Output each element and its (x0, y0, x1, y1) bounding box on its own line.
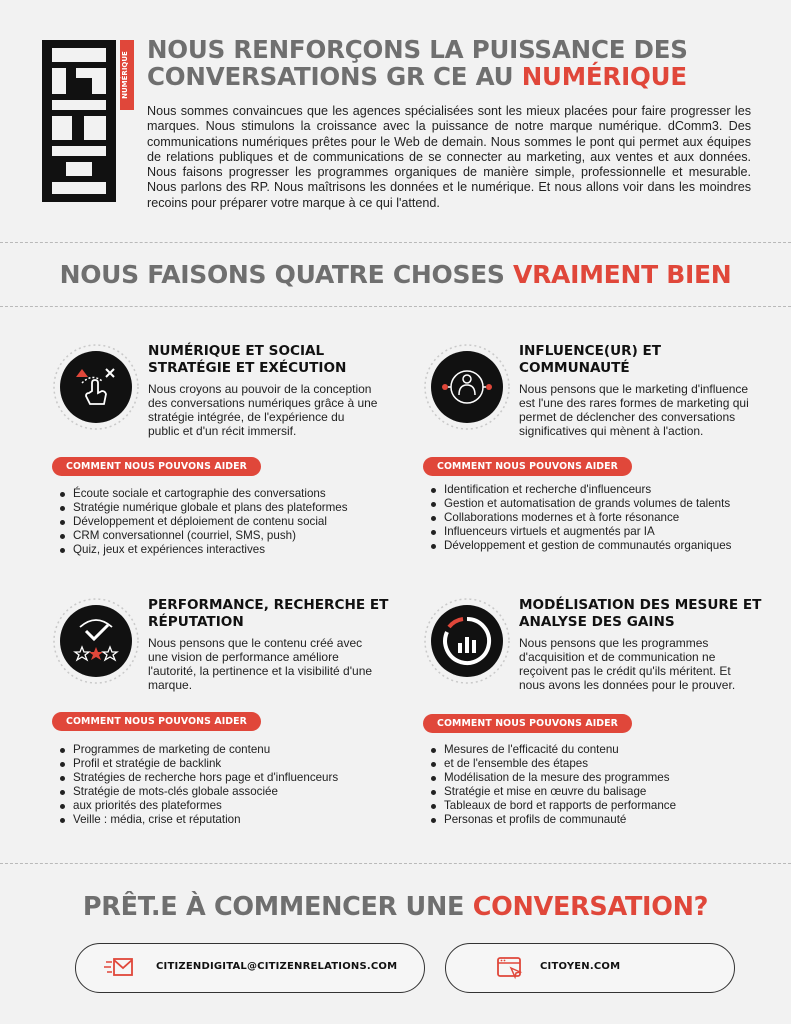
service-card-measurement (423, 597, 773, 837)
list-item: Identification et recherche d'influenceurs (431, 483, 771, 497)
card-description: Nous pensons que les programmes d'acquisition et de communication ne reçoivent pas le crédit qu'ils méritent. Et nous avons les données pour le prouver. (519, 636, 736, 692)
analytics-chart-icon (423, 597, 511, 685)
list-item: Quiz, jeux et expériences interactives (60, 543, 400, 557)
website-contact-button[interactable] (445, 943, 735, 993)
list-item: CRM conversationnel (courriel, SMS, push) (60, 529, 400, 543)
list-item: aux priorités des plateformes (60, 799, 400, 813)
email-address[interactable]: CITIZENDIGITAL@CITIZENRELATIONS.COM (156, 961, 398, 972)
section-title-prefix: NOUS FAISONS QUATRE CHOSES (59, 260, 514, 289)
list-item: Mesures de l'efficacité du contenu (431, 743, 771, 757)
help-pill: COMMENT NOUS POUVONS AIDER (52, 457, 261, 476)
service-card-influence (423, 343, 773, 583)
list-item: Développement et déploiement de contenu social (60, 515, 400, 529)
title-line-2-prefix: CONVERSATIONS GR CE AU (147, 62, 522, 91)
list-item: Stratégies de recherche hors page et d'influenceurs (60, 771, 400, 785)
list-item: Veille : média, crise et réputation (60, 813, 400, 827)
card-bullet-list (60, 487, 400, 557)
section-title-accent: VRAIMENT BIEN (513, 260, 732, 289)
card-description: Nous pensons que le contenu créé avec une vision de performance améliore l'autorité, la pertinence et la visibilité d'une marque. (148, 636, 373, 692)
card-description: Nous croyons au pouvoir de la conception des conversations numériques grâce à une stratégie intégrée, de l'expérience du public et d'un récit immersif. (148, 382, 378, 438)
cta-prefix: PRÊT.E À COMMENCER UNE (82, 892, 473, 922)
card-description: Nous pensons que le marketing d'influence est l'une des rares formes de marketing qui permet de déclencher des conversations significatives qui mènent à l'action. (519, 382, 749, 438)
list-item: Écoute sociale et cartographie des conversations (60, 487, 400, 501)
star-rating-check-icon (52, 597, 140, 685)
page-title (147, 36, 767, 90)
card-title: INFLUENCE(UR) ET COMMUNAUTÉ (519, 343, 662, 376)
title-line-2-accent: NUMÉRIQUE (521, 62, 687, 91)
list-item: Collaborations modernes et à forte résonance (431, 511, 771, 525)
list-item: Profil et stratégie de backlink (60, 757, 400, 771)
touch-strategy-icon (52, 343, 140, 431)
divider (0, 242, 791, 243)
card-title: PERFORMANCE, RECHERCHE ET RÉPUTATION (148, 597, 389, 630)
list-item: Stratégie et mise en œuvre du balisage (431, 785, 771, 799)
browser-cursor-icon (496, 956, 524, 982)
service-card-performance (52, 597, 402, 837)
cta-accent: CONVERSATION? (472, 892, 709, 922)
list-item: Programmes de marketing de contenu (60, 743, 400, 757)
title-line-2 (147, 63, 767, 90)
help-pill: COMMENT NOUS POUVONS AIDER (423, 714, 632, 733)
divider (0, 863, 791, 864)
card-bullet-list (431, 483, 771, 553)
influencer-person-icon (423, 343, 511, 431)
logo-subtext: NUMÉRIQUE (121, 51, 129, 99)
list-item: Développement et gestion de communautés organiques (431, 539, 771, 553)
card-bullet-list (60, 743, 400, 827)
list-item: et de l'ensemble des étapes (431, 757, 771, 771)
website-url[interactable]: CITOYEN.COM (540, 961, 621, 972)
intro-paragraph: Nous sommes convaincues que les agences spécialisées sont les mieux placées pour faire progresser les marques. Nous stimulons la croissance avec la puissance de notre marque numérique. dComm3. Des communications numériques prêtes pour le Web de demain. Nous sommes le pont qui permet aux équipes de relations publiques et de communications de se connecter au marketing, aux ventes et aux données. Nous faisons progresser les programmes organiques de manière simple, professionnelle et mesurable. Nous parlons des RP. Nous maîtrisons les données et le numérique. Et nous allons voir dans les moindres recoins pour préparer votre marque à ce qui l'attend. (147, 104, 751, 210)
list-item: Stratégie de mots-clés globale associée (60, 785, 400, 799)
list-item: Influenceurs virtuels et augmentés par IA (431, 525, 771, 539)
section-title (0, 260, 791, 289)
list-item: Stratégie numérique globale et plans des plateformes (60, 501, 400, 515)
help-pill: COMMENT NOUS POUVONS AIDER (52, 712, 261, 731)
list-item: Gestion et automatisation de grands volumes de talents (431, 497, 771, 511)
email-contact-button[interactable] (75, 943, 425, 993)
list-item: Tableaux de bord et rapports de performance (431, 799, 771, 813)
list-item: Personas et profils de communauté (431, 813, 771, 827)
citoyen-logo (40, 38, 136, 204)
service-card-digital-social (52, 343, 402, 583)
divider (0, 306, 791, 307)
mail-icon (104, 956, 134, 980)
cta-title (0, 892, 791, 922)
card-bullet-list (431, 743, 771, 827)
help-pill: COMMENT NOUS POUVONS AIDER (423, 457, 632, 476)
card-title: NUMÉRIQUE ET SOCIAL STRATÉGIE ET EXÉCUTION (148, 343, 347, 376)
title-line-1: NOUS RENFORÇONS LA PUISSANCE DES (147, 35, 688, 64)
list-item: Modélisation de la mesure des programmes (431, 771, 771, 785)
card-title: MODÉLISATION DES MESURE ET ANALYSE DES GAINS (519, 597, 762, 630)
